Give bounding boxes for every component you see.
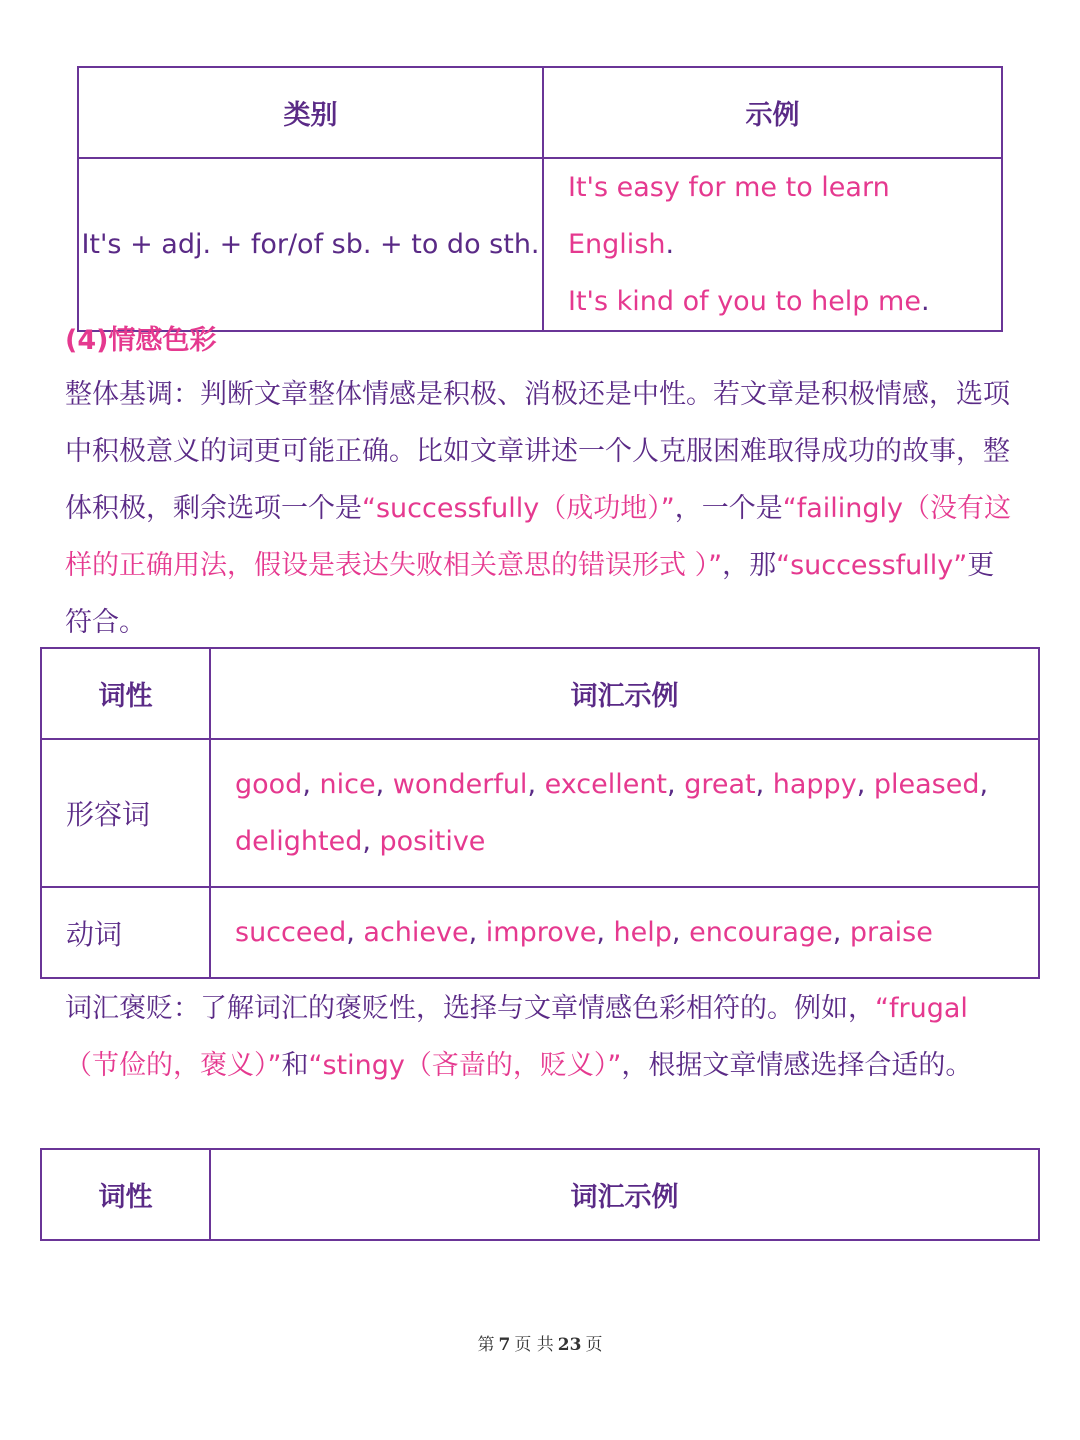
- table-header-pos: 词性: [41, 1149, 210, 1240]
- section-heading: (4)情感色彩: [65, 325, 217, 356]
- sentence-pattern-table: [77, 66, 1003, 332]
- current-page-number: 7: [498, 1335, 511, 1355]
- positive-words-table: [40, 647, 1040, 979]
- paragraph-overall-tone: 整体基调：判断文章整体情感是积极、消极还是中性。若文章是积极情感，选项中积极意义的词更可能正确。比如文章讲述一个人克服困难取得成功的故事，整体积极，剩余选项一个是“successfully（成功地）”，一个是“failingly（没有这样的正确用法，假设是表达失败相关意思的错误形式 ）”，那“successfully”更符合。: [65, 379, 1011, 638]
- table-header-pos: 词性: [41, 648, 210, 739]
- table-header-example: 示例: [543, 67, 1002, 158]
- verb-words-cell: succeed, achieve, improve, help, encourage, praise: [210, 887, 1039, 978]
- page-footer: 第 7 页 共 23 页: [477, 1335, 603, 1355]
- pattern-cell: It's + adj. + for/of sb. + to do sth.: [78, 158, 543, 331]
- example-cell: [543, 158, 1002, 331]
- adjective-words-cell: good, nice, wonderful, excellent, great, happy, pleased, delighted, positive: [210, 739, 1039, 887]
- table-header-category: 类别: [78, 67, 543, 158]
- table-header-words: 词汇示例: [210, 648, 1039, 739]
- table-header-words: 词汇示例: [210, 1149, 1039, 1240]
- example-line-2: It's kind of you to help me.: [568, 286, 930, 317]
- example-line-1: It's easy for me to learn English.: [568, 172, 890, 260]
- row-label-verb: 动词: [41, 887, 210, 978]
- total-page-number: 23: [557, 1335, 582, 1355]
- paragraph-word-connotation: 词汇褒贬：了解词汇的褒贬性，选择与文章情感色彩相符的。例如，“frugal（节俭的，褒义）”和“stingy（吝啬的，贬义）”，根据文章情感选择合适的。: [65, 993, 973, 1081]
- connotation-words-table: [40, 1148, 1040, 1241]
- row-label-adjective: 形容词: [41, 739, 210, 887]
